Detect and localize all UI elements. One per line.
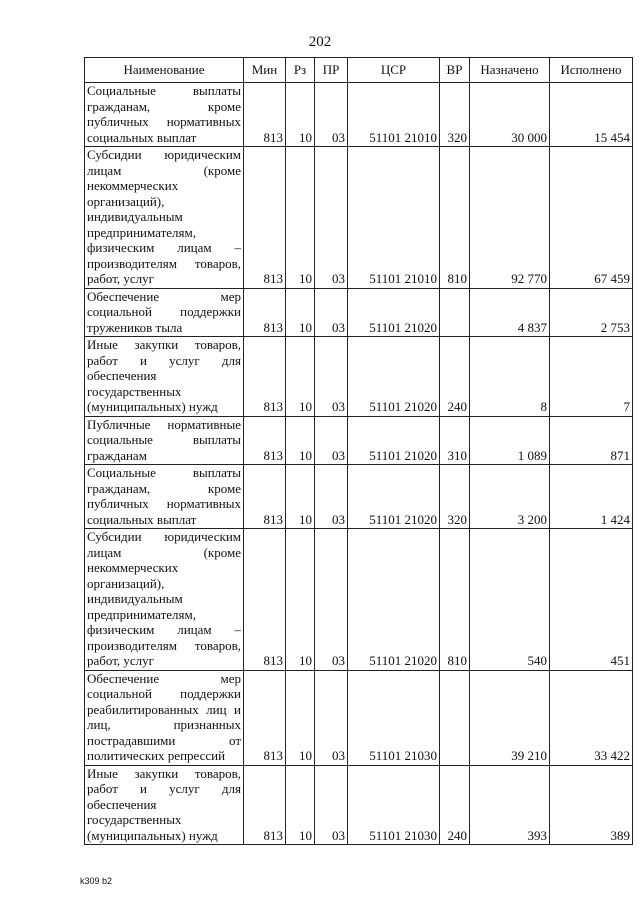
header-executed: Исполнено: [550, 58, 633, 83]
cell-name: Социальные выплаты гражданам, кроме публичных нормативных социальных выплат: [85, 83, 244, 147]
cell-min: 813: [244, 288, 286, 337]
cell-assigned: 3 200: [470, 465, 550, 529]
table-row: [85, 670, 633, 765]
table-row: [85, 529, 633, 671]
page-number: 202: [308, 34, 332, 50]
cell-assigned: 540: [470, 529, 550, 671]
header-assigned: Назначено: [470, 58, 550, 83]
cell-name: Обеспечение мер социальной поддержки тружеников тыла: [85, 288, 244, 337]
cell-executed: 451: [550, 529, 633, 671]
cell-name: Социальные выплаты гражданам, кроме публичных нормативных социальных выплат: [85, 465, 244, 529]
cell-pr: 03: [315, 83, 348, 147]
cell-min: 813: [244, 765, 286, 845]
cell-vr: 320: [440, 83, 470, 147]
cell-rz: 10: [286, 288, 315, 337]
cell-csr: 51101 21020: [348, 288, 440, 337]
cell-csr: 51101 21020: [348, 529, 440, 671]
header-csr: ЦСР: [348, 58, 440, 83]
cell-executed: 1 424: [550, 465, 633, 529]
cell-assigned: 92 770: [470, 147, 550, 289]
cell-rz: 10: [286, 83, 315, 147]
cell-csr: 51101 21030: [348, 670, 440, 765]
cell-vr: 240: [440, 765, 470, 845]
cell-vr: [440, 288, 470, 337]
cell-rz: 10: [286, 529, 315, 671]
cell-min: 813: [244, 670, 286, 765]
cell-name: Иные закупки товаров, работ и услуг для обеспечения государственных (муниципальных) нужд: [85, 337, 244, 417]
table-row: [85, 465, 633, 529]
cell-min: 813: [244, 147, 286, 289]
cell-min: 813: [244, 465, 286, 529]
cell-assigned: 8: [470, 337, 550, 417]
table-row: [85, 288, 633, 337]
cell-csr: 51101 21020: [348, 416, 440, 465]
header-rz: Рз: [286, 58, 315, 83]
cell-executed: 15 454: [550, 83, 633, 147]
cell-csr: 51101 21030: [348, 765, 440, 845]
cell-min: 813: [244, 416, 286, 465]
cell-pr: 03: [315, 288, 348, 337]
cell-pr: 03: [315, 529, 348, 671]
cell-pr: 03: [315, 337, 348, 417]
cell-vr: 810: [440, 147, 470, 289]
cell-name: Обеспечение мер социальной поддержки реабилитированных лиц и лиц, признанных пострадавшими от политических репрессий: [85, 670, 244, 765]
table-header-row: [85, 58, 633, 83]
header-name: Наименование: [85, 58, 244, 83]
cell-name: Публичные нормативные социальные выплаты гражданам: [85, 416, 244, 465]
cell-rz: 10: [286, 765, 315, 845]
cell-assigned: 393: [470, 765, 550, 845]
cell-pr: 03: [315, 765, 348, 845]
cell-vr: 240: [440, 337, 470, 417]
cell-executed: 33 422: [550, 670, 633, 765]
footer-code: k309 b2: [80, 876, 113, 886]
table-row: [85, 765, 633, 845]
cell-executed: 67 459: [550, 147, 633, 289]
cell-csr: 51101 21010: [348, 83, 440, 147]
cell-pr: 03: [315, 147, 348, 289]
cell-assigned: 39 210: [470, 670, 550, 765]
cell-pr: 03: [315, 670, 348, 765]
cell-assigned: 4 837: [470, 288, 550, 337]
cell-rz: 10: [286, 147, 315, 289]
cell-min: 813: [244, 83, 286, 147]
table-row: [85, 147, 633, 289]
cell-pr: 03: [315, 465, 348, 529]
table-row: [85, 416, 633, 465]
cell-csr: 51101 21020: [348, 465, 440, 529]
table-row: [85, 337, 633, 417]
cell-vr: 320: [440, 465, 470, 529]
cell-rz: 10: [286, 416, 315, 465]
cell-executed: 7: [550, 337, 633, 417]
cell-name: Субсидии юридическим лицам (кроме некоммерческих организаций), индивидуальным предпринимателям, физическим лицам – производителям товаров, работ, услуг: [85, 529, 244, 671]
cell-assigned: 30 000: [470, 83, 550, 147]
header-vr: ВР: [440, 58, 470, 83]
cell-executed: 871: [550, 416, 633, 465]
cell-csr: 51101 21010: [348, 147, 440, 289]
cell-rz: 10: [286, 670, 315, 765]
cell-vr: 810: [440, 529, 470, 671]
cell-executed: 389: [550, 765, 633, 845]
cell-rz: 10: [286, 465, 315, 529]
cell-executed: 2 753: [550, 288, 633, 337]
header-min: Мин: [244, 58, 286, 83]
cell-rz: 10: [286, 337, 315, 417]
cell-csr: 51101 21020: [348, 337, 440, 417]
cell-min: 813: [244, 337, 286, 417]
cell-assigned: 1 089: [470, 416, 550, 465]
cell-pr: 03: [315, 416, 348, 465]
cell-vr: [440, 670, 470, 765]
header-pr: ПР: [315, 58, 348, 83]
cell-min: 813: [244, 529, 286, 671]
cell-vr: 310: [440, 416, 470, 465]
cell-name: Иные закупки товаров, работ и услуг для обеспечения государственных (муниципальных) нужд: [85, 765, 244, 845]
budget-table: [84, 57, 633, 845]
table-row: [85, 83, 633, 147]
cell-name: Субсидии юридическим лицам (кроме некоммерческих организаций), индивидуальным предпринимателям, физическим лицам – производителям товаров, работ, услуг: [85, 147, 244, 289]
